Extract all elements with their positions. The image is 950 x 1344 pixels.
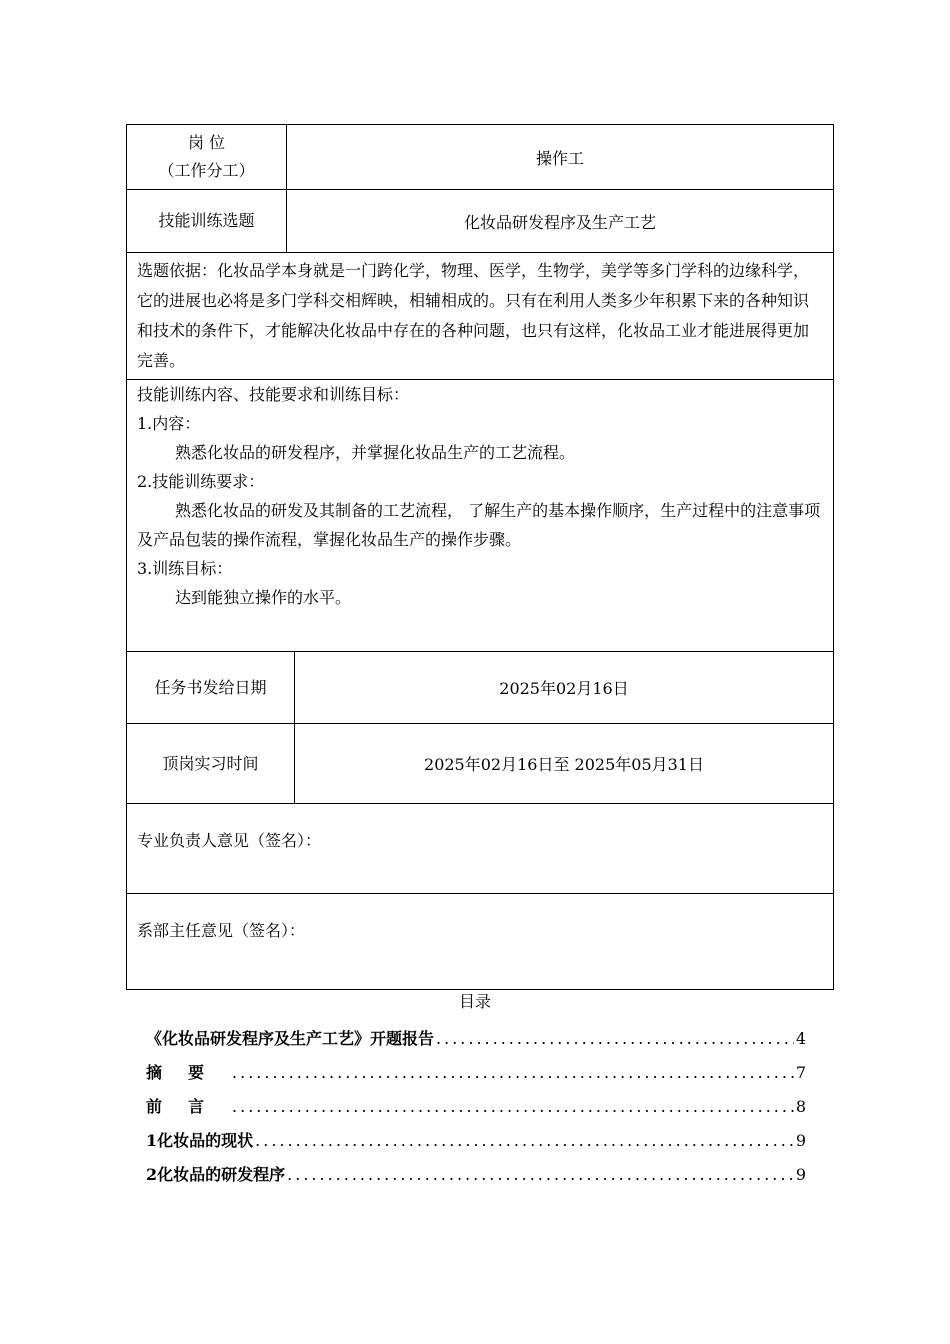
position-label: 岗 位 <box>187 133 226 152</box>
issue-date-row <box>127 652 833 724</box>
goal-heading: 3.训练目标： <box>137 559 233 578</box>
content-text: 熟悉化妆品的研发程序，并掌握化妆品生产的工艺流程。 <box>175 443 576 462</box>
issue-date-label: 任务书发给日期 <box>127 652 295 723</box>
toc-dot-leader <box>287 1158 794 1192</box>
content-heading: 1.内容： <box>137 414 201 433</box>
issue-date-value: 2025年02月16日 <box>499 679 629 698</box>
toc-title: 目录 <box>458 992 491 1011</box>
requirement-text: 熟悉化妆品的研发及其制备的工艺流程， 了解生产的基本操作顺序，生产过程中的注意事项及产品包装的操作流程，掌握化妆品生产的操作步骤。 <box>137 501 821 549</box>
dept-opinion-label: 系部主任意见（签名）： <box>137 921 306 940</box>
internship-row <box>127 724 833 804</box>
position-label-cell <box>127 125 287 189</box>
toc-item-text: 2化妆品的研发程序 <box>146 1165 286 1184</box>
toc-dot-leader <box>232 1056 794 1090</box>
toc-item-rd-procedure[interactable] <box>146 1158 806 1192</box>
toc-item-status[interactable] <box>146 1124 806 1158</box>
goal-text: 达到能独立操作的水平。 <box>175 588 352 607</box>
topic-basis-text: 选题依据：化妆品学本身就是一门跨化学，物理、医学，生物学，美学等多门学科的边缘科学，它的进展也必将是多门学科交相辉映，相辅相成的。只有在利用人类多少年积累下来的各种知识和技术的条件下，才能解决化妆品中存在的各种问题，也只有这样，化妆品工业才能进展得更加完善。 <box>137 261 810 370</box>
toc-item-text: 《化妆品研发程序及生产工艺》开题报告 <box>146 1029 435 1048</box>
topic-label: 技能训练选题 <box>127 190 287 252</box>
toc-dot-leader <box>255 1124 794 1158</box>
topic-value: 化妆品研发程序及生产工艺 <box>463 212 656 232</box>
toc-dot-leader <box>436 1022 794 1056</box>
toc-item-text: 摘要 <box>146 1063 231 1082</box>
toc-item-text: 前言 <box>146 1097 231 1116</box>
major-opinion-label: 专业负责人意见（签名）： <box>137 831 322 850</box>
table-of-contents <box>146 1022 806 1192</box>
training-section <box>127 380 833 651</box>
training-heading: 技能训练内容、技能要求和训练目标： <box>137 385 410 404</box>
toc-item-page: 8 <box>795 1097 806 1116</box>
major-opinion-row <box>127 804 833 894</box>
toc-item-text: 1化妆品的现状 <box>146 1131 254 1150</box>
position-sublabel: （工作分工） <box>158 161 255 180</box>
toc-item-page: 4 <box>795 1029 806 1048</box>
toc-item-opening-report[interactable] <box>146 1022 806 1056</box>
toc-item-abstract[interactable] <box>146 1056 806 1090</box>
toc-item-page: 9 <box>795 1131 806 1150</box>
requirement-heading: 2.技能训练要求： <box>137 472 265 491</box>
toc-item-page: 9 <box>795 1165 806 1184</box>
internship-value: 2025年02月16日至 2025年05月31日 <box>424 755 704 774</box>
dept-opinion-row <box>127 894 833 989</box>
internship-label: 顶岗实习时间 <box>127 724 295 803</box>
training-row <box>127 380 833 652</box>
toc-item-preface[interactable] <box>146 1090 806 1124</box>
toc-item-page: 7 <box>795 1063 806 1082</box>
position-value: 操作工 <box>535 148 584 168</box>
position-row <box>127 125 833 190</box>
topic-row <box>127 190 833 253</box>
task-form-table <box>126 124 834 990</box>
toc-dot-leader <box>232 1090 794 1124</box>
basis-row <box>127 253 833 380</box>
